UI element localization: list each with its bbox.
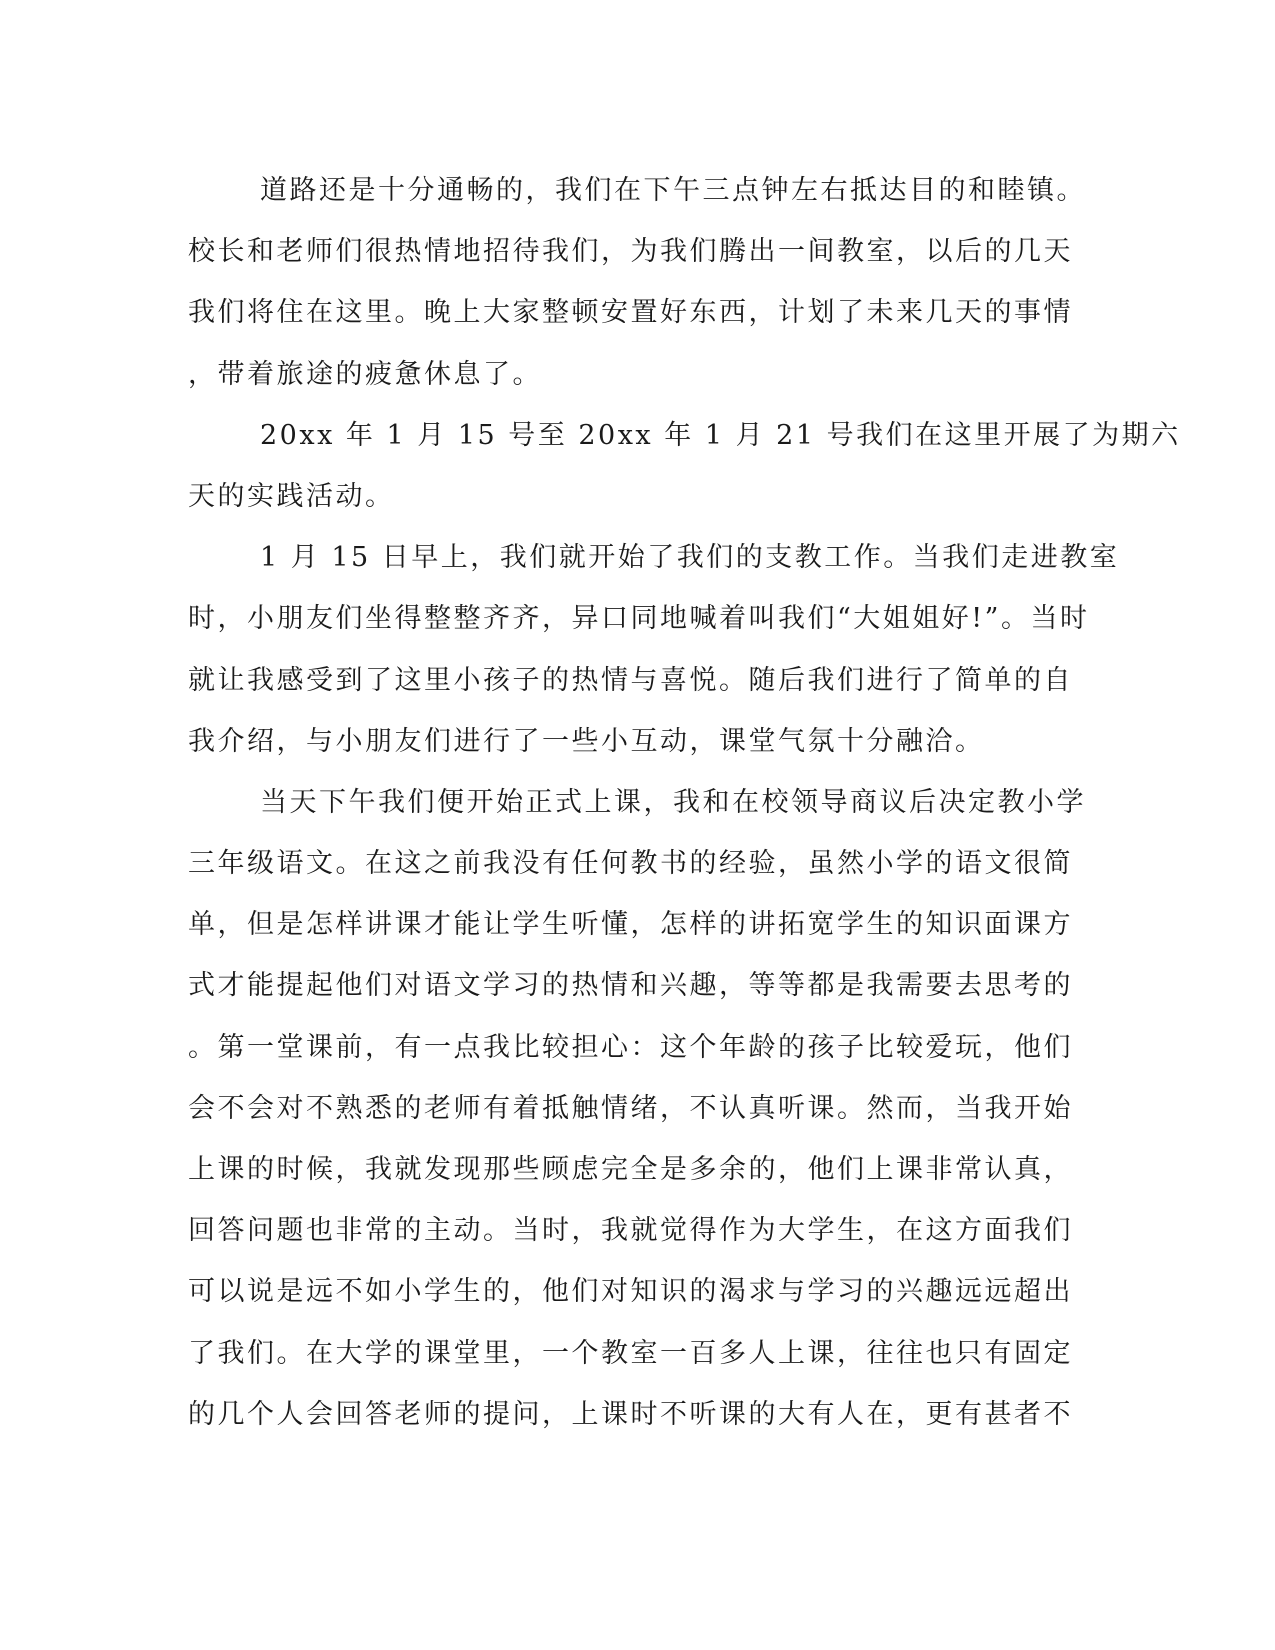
text-line: 可以说是远不如小学生的，他们对知识的渴求与学习的兴趣远远超出 [188, 1276, 1073, 1308]
text-line: 我介绍，与小朋友们进行了一些小互动，课堂气氛十分融洽。 [188, 725, 985, 757]
text-line: 当天下午我们便开始正式上课，我和在校领导商议后决定教小学 [260, 786, 1086, 818]
text-line: 式才能提起他们对语文学习的热情和兴趣，等等都是我需要去思考的 [188, 970, 1073, 1002]
text-line: 20xx 年 1 月 15 号至 20xx 年 1 月 21 号我们在这里开展了为期六 [260, 419, 1181, 451]
paragraph-4 [188, 772, 1086, 1445]
document-body [188, 160, 1181, 1445]
text-line: 校长和老师们很热情地招待我们，为我们腾出一间教室，以后的几天 [188, 236, 1073, 268]
text-line: 回答问题也非常的主动。当时，我就觉得作为大学生，在这方面我们 [188, 1215, 1073, 1247]
text-line: 时，小朋友们坐得整整齐齐，异口同地喊着叫我们“大姐姐好!”。当时 [188, 603, 1090, 635]
text-line: 的几个人会回答老师的提问，上课时不听课的大有人在，更有甚者不 [188, 1398, 1073, 1430]
text-line: ，带着旅途的疲惫休息了。 [188, 358, 542, 390]
text-line: 道路还是十分通畅的，我们在下午三点钟左右抵达目的和睦镇。 [260, 175, 1086, 206]
text-line: 。第一堂课前，有一点我比较担心：这个年龄的孩子比较爱玩，他们 [188, 1031, 1073, 1063]
text-line: 三年级语文。在这之前我没有任何教书的经验，虽然小学的语文很简 [188, 848, 1073, 880]
text-line: 单，但是怎样讲课才能让学生听懂，怎样的讲拓宽学生的知识面课方 [188, 909, 1073, 941]
paragraph-3 [188, 527, 1120, 772]
text-line: 会不会对不熟悉的老师有着抵触情绪，不认真听课。然而，当我开始 [188, 1092, 1073, 1124]
text-line: 天的实践活动。 [188, 480, 395, 512]
text-line: 1 月 15 日早上，我们就开始了我们的支教工作。当我们走进教室 [260, 542, 1120, 574]
text-line: 了我们。在大学的课堂里，一个教室一百多人上课，往往也只有固定 [188, 1337, 1073, 1369]
text-line: 我们将住在这里。晚上大家整顿安置好东西，计划了未来几天的事情 [188, 297, 1073, 329]
text-line: 上课的时候，我就发现那些顾虑完全是多余的，他们上课非常认真， [188, 1154, 1073, 1185]
paragraph-2 [188, 405, 1181, 527]
paragraph-1 [188, 160, 1086, 405]
text-line: 就让我感受到了这里小孩子的热情与喜悦。随后我们进行了简单的自 [188, 664, 1073, 696]
